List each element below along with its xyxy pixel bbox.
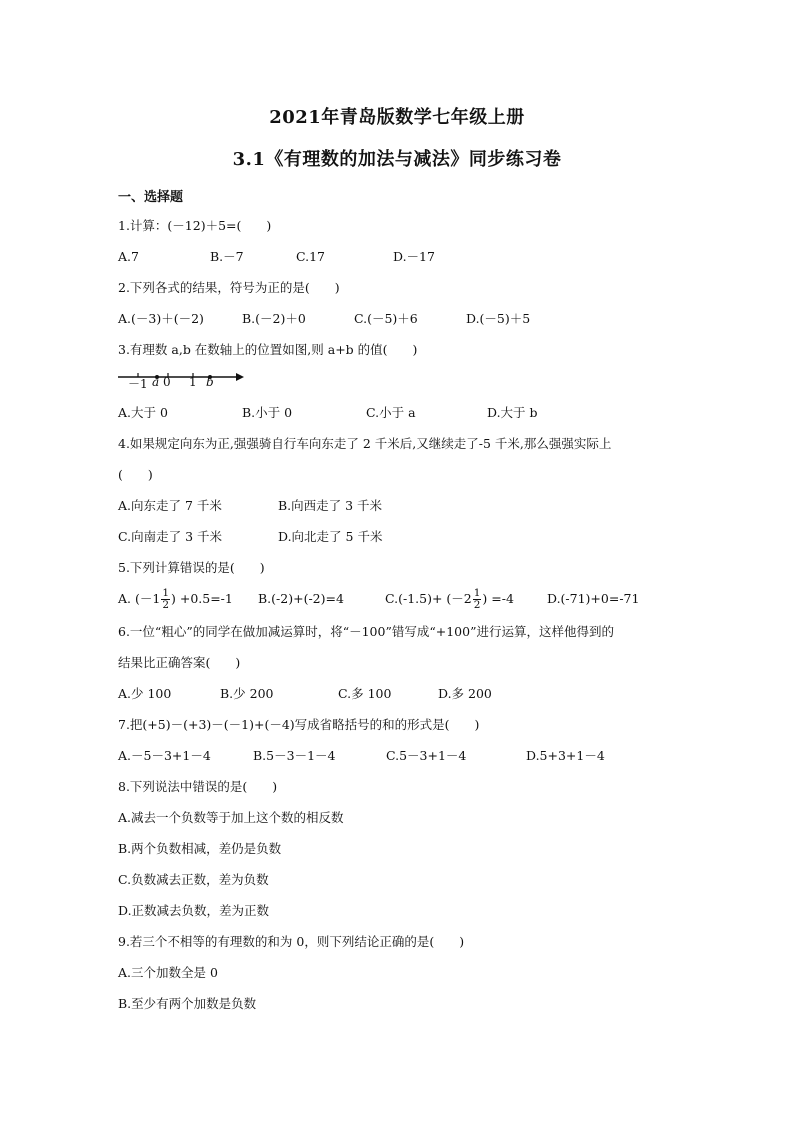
option-d: D.大于 b xyxy=(487,405,538,420)
option-a: A.7 xyxy=(118,249,139,264)
question-2-stem: 2.下列各式的结果，符号为正的是( ) xyxy=(118,280,340,295)
label-a: a xyxy=(152,375,160,389)
section-heading: 一、选择题 xyxy=(118,190,184,205)
option-d: D.多 200 xyxy=(438,686,492,701)
option-a: A.向东走了 7 千米 xyxy=(118,498,222,513)
option-c: C.多 100 xyxy=(338,686,392,701)
option-a: A.－5－3+1－4 xyxy=(118,748,211,763)
question-7-stem: 7.把(+5)－(+3)－(－1)+(－4)写成省略括号的和的形式是( ) xyxy=(118,717,480,732)
option-d: D.－17 xyxy=(393,249,435,264)
option-c xyxy=(385,587,547,620)
question-list xyxy=(118,214,718,1023)
question-1-options xyxy=(118,245,718,276)
label-one: 1 xyxy=(189,375,197,389)
option-a-suffix: ) +0.5=-1 xyxy=(171,591,233,606)
fraction-denominator: 2 xyxy=(473,599,481,611)
option-a: A.(－3)＋(－2) xyxy=(118,311,204,326)
option-b: B.至少有两个加数是负数 xyxy=(118,996,257,1011)
question-4-options-row2 xyxy=(118,525,718,556)
question-3-stem: 3.有理数 a,b 在数轴上的位置如图,则 a+b 的值( ) xyxy=(118,342,418,357)
option-b: B.(－2)＋0 xyxy=(242,311,306,326)
option-d: D.5+3+1－4 xyxy=(526,748,605,763)
option-c: C.(－5)＋6 xyxy=(354,311,418,326)
option-a: A.三个加数全是 0 xyxy=(118,965,218,980)
option-a: A.大于 0 xyxy=(118,405,168,420)
option-b: B.小于 0 xyxy=(242,405,293,420)
option-c: C.17 xyxy=(296,249,325,264)
option-c: C.向南走了 3 千米 xyxy=(118,529,222,544)
question-6-options xyxy=(118,682,718,713)
question-5-stem: 5.下列计算错误的是( ) xyxy=(118,560,265,575)
question-4-options-row1 xyxy=(118,494,718,525)
fraction-numerator: 1 xyxy=(473,587,481,599)
question-4-stem: 4.如果规定向东为正,强强骑自行车向东走了 2 千米后,又继续走了-5 千米,那么强强实际上 xyxy=(118,436,612,451)
question-4-stem-cont: ( ) xyxy=(118,467,153,482)
option-a xyxy=(118,587,258,620)
question-7-options xyxy=(118,744,718,775)
fraction xyxy=(473,588,482,611)
option-c: C.负数减去正数，差为负数 xyxy=(118,872,269,887)
option-a: A.少 100 xyxy=(118,686,172,701)
page-title: 2021年青岛版数学七年级上册 xyxy=(269,107,525,128)
option-d: D.向北走了 5 千米 xyxy=(278,529,383,544)
fraction xyxy=(161,588,170,611)
fraction-denominator: 2 xyxy=(162,599,169,611)
option-c: C.5－3+1－4 xyxy=(386,748,467,763)
question-9-stem: 9.若三个不相等的有理数的和为 0，则下列结论正确的是( ) xyxy=(118,934,465,949)
option-b: B.向西走了 3 千米 xyxy=(278,498,383,513)
option-c: C.小于 a xyxy=(366,405,416,420)
fraction-numerator: 1 xyxy=(162,587,169,599)
option-d: D.正数减去负数，差为正数 xyxy=(118,903,270,918)
number-line-figure xyxy=(118,369,718,401)
question-8-stem: 8.下列说法中错误的是( ) xyxy=(118,779,278,794)
option-b: B.5－3－1－4 xyxy=(253,748,336,763)
question-2-options xyxy=(118,307,718,338)
question-3-options xyxy=(118,401,718,432)
option-d: D.(-71)+0=-71 xyxy=(547,591,640,606)
question-5-options xyxy=(118,587,718,620)
option-b: B.－7 xyxy=(210,249,244,264)
option-a: A.减去一个负数等于加上这个数的相反数 xyxy=(118,810,344,825)
option-b: B.两个负数相减，差仍是负数 xyxy=(118,841,282,856)
arrow-icon xyxy=(236,373,244,381)
label-zero: 0 xyxy=(163,375,171,389)
label-minus-one: －1 xyxy=(128,377,148,391)
option-c-prefix: C.(-1.5)+ (－2 xyxy=(385,591,472,606)
option-d: D.(－5)＋5 xyxy=(466,311,531,326)
label-b: b xyxy=(206,375,214,389)
option-a-prefix: A. (－1 xyxy=(118,591,161,606)
question-6-stem: 6.一位“粗心”的同学在做加减运算时，将“－100”错写成“+100”进行运算，这样他得到的 xyxy=(118,624,614,639)
option-c-suffix: ) =-4 xyxy=(482,591,514,606)
question-1-stem: 1.计算：(－12)＋5=( ) xyxy=(118,218,272,233)
option-b: B.(-2)+(-2)=4 xyxy=(258,591,344,606)
option-b: B.少 200 xyxy=(220,686,274,701)
question-6-stem-cont: 结果比正确答案( ) xyxy=(118,655,241,670)
page-subtitle: 3.1《有理数的加法与减法》同步练习卷 xyxy=(232,149,562,170)
